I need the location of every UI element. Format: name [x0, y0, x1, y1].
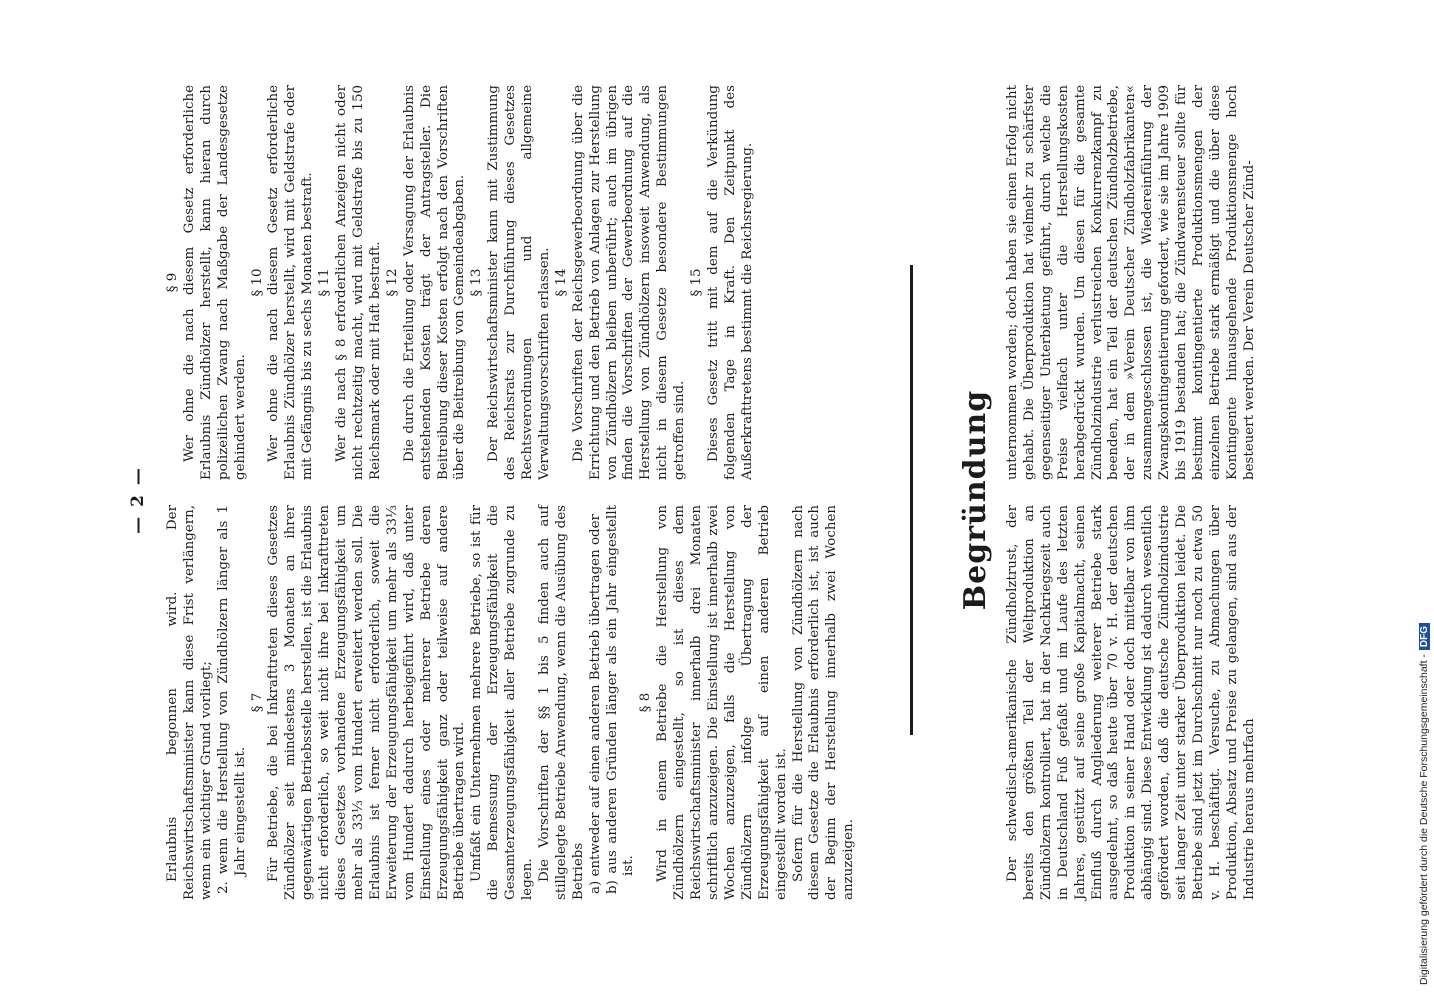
paragraph: Die durch die Erteilung oder Versagung der Erlaubnis entstehenden Kosten trägt der Antragsteller. Die Beitreibung dieser Kosten erfolgt nach den Vorschriften über die Beitreibung von Gemeindeabgaben. [401, 85, 468, 480]
paragraph: Wird in einem Betriebe die Herstellung von Zündhölzern eingestellt, so ist dieses dem Reichswirtschaftsminister innerhalb drei Monaten schriftlich anzuzeigen. Die Einstellung ist innerhalb zwei Wochen anzuzeigen, falls die Herstellung von Zündhölzern infolge Übertragung der Erzeugungsfähigkeit auf einen anderen Betrieb eingestellt worden ist. [655, 505, 789, 900]
paragraph: Die Vorschriften der §§ 1 bis 5 finden auch auf stillgelegte Betriebe Anwendung, wenn die Ausübung des Betriebs [536, 505, 586, 900]
paragraph: Wer ohne die nach diesem Gesetz erforderliche Erlaubnis Zündhölzer herstellt, kann hieran durch polizeilichen Zwang nach Maßgabe der Landesgesetze gehindert werden. [181, 85, 248, 480]
list-item: b) aus anderen Gründen länger als ein Jahr eingestellt ist. [604, 505, 637, 894]
section-number: § 13 [469, 268, 485, 297]
left-column [165, 505, 858, 900]
paragraph: Für Betriebe, die bei Inkrafttreten dieses Gesetzes Zündhölzer seit mindestens 3 Monaten an ihrer gegenwärtigen Betriebsstelle herstellen, ist die Erlaubnis nicht erforderlich, so weit nicht ihre bei Inkrafttreten dieses Gesetzes vorhandene Erzeugungsfähigkeit um mehr als 33⅓ vom Hundert erweitert werden soll. Die Erlaubnis ist ferner nicht erforderlich, soweit die Erweiterung der Erzeugungsfähigkeit um mehr als 33⅓ vom Hundert dadurch herbeigeführt wird, daß unter Einstellung eines oder mehrerer Betriebe deren Erzeugungsfähigkeit ganz oder teilweise auf andere Betriebe übertragen wird. [266, 505, 468, 900]
section-number: § 9 [165, 272, 180, 293]
section-number: § 10 [249, 268, 265, 297]
section-number: § 15 [689, 268, 705, 297]
credit-text: Digitalisierung gefördert durch die Deutsche Forschungsgemeinschaft - [1418, 654, 1430, 985]
begruendung-paragraph: unternommen worden; doch haben sie einen Erfolg nicht gehabt. Die Überproduktion hat vielmehr zu schärfster gegenseitiger Unterbietung geführt, durch welche die Preise vielfach unter die Herstellungskosten herabgedrückt wurden. Um diesen für die gesamte Zündholzindustrie verlustreichen Konkurrenzkampf zu beenden, hat ein Teil der deutschen Zündholzbetriebe, der in dem »Verein Deutscher Zündholzfabrikanten« zusammengeschlossen ist, die Wiedereinführung der Zwangskontingentierung gefordert, wie sie im Jahre 1909 bis 1919 bestanden hat; die Zündwarensteuer sollte für bestimmt kontingentierte Produktionsmengen der einzelnen Betriebe stark ermäßigt und die über diese Kontingente hinausgehende Produktionsmenge hoch besteuert werden. Der Verein Deutscher Zünd- [1005, 85, 1257, 480]
paragraph: Dieses Gesetz tritt mit dem auf die Verkündung folgenden Tage in Kraft. Den Zeitpunkt des Außerkrafttretens bestimmt die Reichsregierung. [706, 85, 755, 480]
paragraph: Sofern für die Herstellung von Zündhölzern nach diesem Gesetze die Erlaubnis erforderlich ist, ist auch der Beginn der Herstellung innerhalb zwei Wochen anzuzeigen. [790, 505, 857, 900]
page-number: — 2 — [128, 466, 148, 534]
begruendung-right-column [1005, 85, 1259, 480]
dfg-logo: DFG [1419, 623, 1430, 650]
section-number: § 12 [384, 268, 400, 297]
section-number: § 11 [317, 268, 333, 297]
paragraph: Die Vorschriften der Reichsgewerbeordnung über die Errichtung und den Betrieb von Anlagen zur Herstellung von Zündhölzern bleiben unberührt; auch im übrigen finden die Vorschriften der Gewerbeordnung auf die Herstellung von Zündhölzern insoweit Anwendung, als nicht in diesem Gesetze besondere Bestimmungen getroffen sind. [570, 85, 688, 480]
paragraph: Wer die nach § 8 erforderlichen Anzeigen nicht oder nicht rechtzeitig macht, wird mit Geldstrafe bis zu 150 Reichsmark oder mit Haft bestraft. [334, 85, 383, 480]
section-number: § 7 [249, 692, 265, 713]
section-number: § 8 [638, 692, 654, 713]
section-number: § 14 [553, 268, 569, 297]
heading-rule [910, 265, 913, 735]
begruendung-paragraph: Der schwedisch-amerikanische Zündholztrust, der bereits den größten Teil der Weltproduktion an Zündhölzern kontrolliert, hat in der Nachkriegszeit auch in Deutschland Fuß gefaßt und im Laufe des letzten Jahres, gestützt auf seine große Kapitalmacht, seinen Einfluß durch Angliederung weiterer Betriebe stark ausgedehnt, so daß heute über 70 v. H. der deutschen Produktion in seiner Hand oder doch mittelbar von ihm abhängig sind. Diese Entwicklung ist dadurch wesentlich gefördert worden, daß die deutsche Zündholzindustrie seit langer Zeit unter starker Überproduktion leidet. Die Betriebe sind jetzt im Durchschnitt nur noch zu etwa 50 v. H. beschäftigt. Versuche, zu Abmachungen über Produktion, Absatz und Preise zu gelangen, sind aus der Industrie heraus mehrfach [1005, 505, 1257, 900]
paragraph: Wer ohne die nach diesem Gesetz erforderliche Erlaubnis Zündhölzer herstellt, wird mit Geldstrafe oder mit Gefängnis bis zu sechs Monaten bestraft. [266, 85, 316, 480]
document-page [90, 80, 1290, 920]
digitization-credit [1418, 623, 1430, 985]
section-heading: Begründung [958, 389, 993, 611]
begruendung-left-column [1005, 505, 1259, 900]
paragraph: Erlaubnis begonnen wird. Der Reichswirtschaftsminister kann diese Frist verlängern, wenn ein wichtiger Grund vorliegt; [165, 505, 214, 900]
right-column [165, 85, 757, 480]
paragraph: Umfaßt ein Unternehmen mehrere Betriebe, so ist für die Bemessung der Erzeugungsfähigkeit die Gesamterzeugungsfähigkeit aller Betriebe zugrunde zu legen. [469, 505, 536, 900]
paragraph: Der Reichswirtschaftsminister kann mit Zustimmung des Reichsrats zur Durchführung dieses Gesetzes Rechtsverordnungen und allgemeine Verwaltungsvorschriften erlassen. [486, 85, 552, 480]
list-item: 2. wenn die Herstellung von Zündhölzern länger als 1 Jahr eingestellt ist. [215, 505, 248, 894]
list-item: a) entweder auf einen anderen Betrieb übertragen oder [587, 514, 603, 894]
